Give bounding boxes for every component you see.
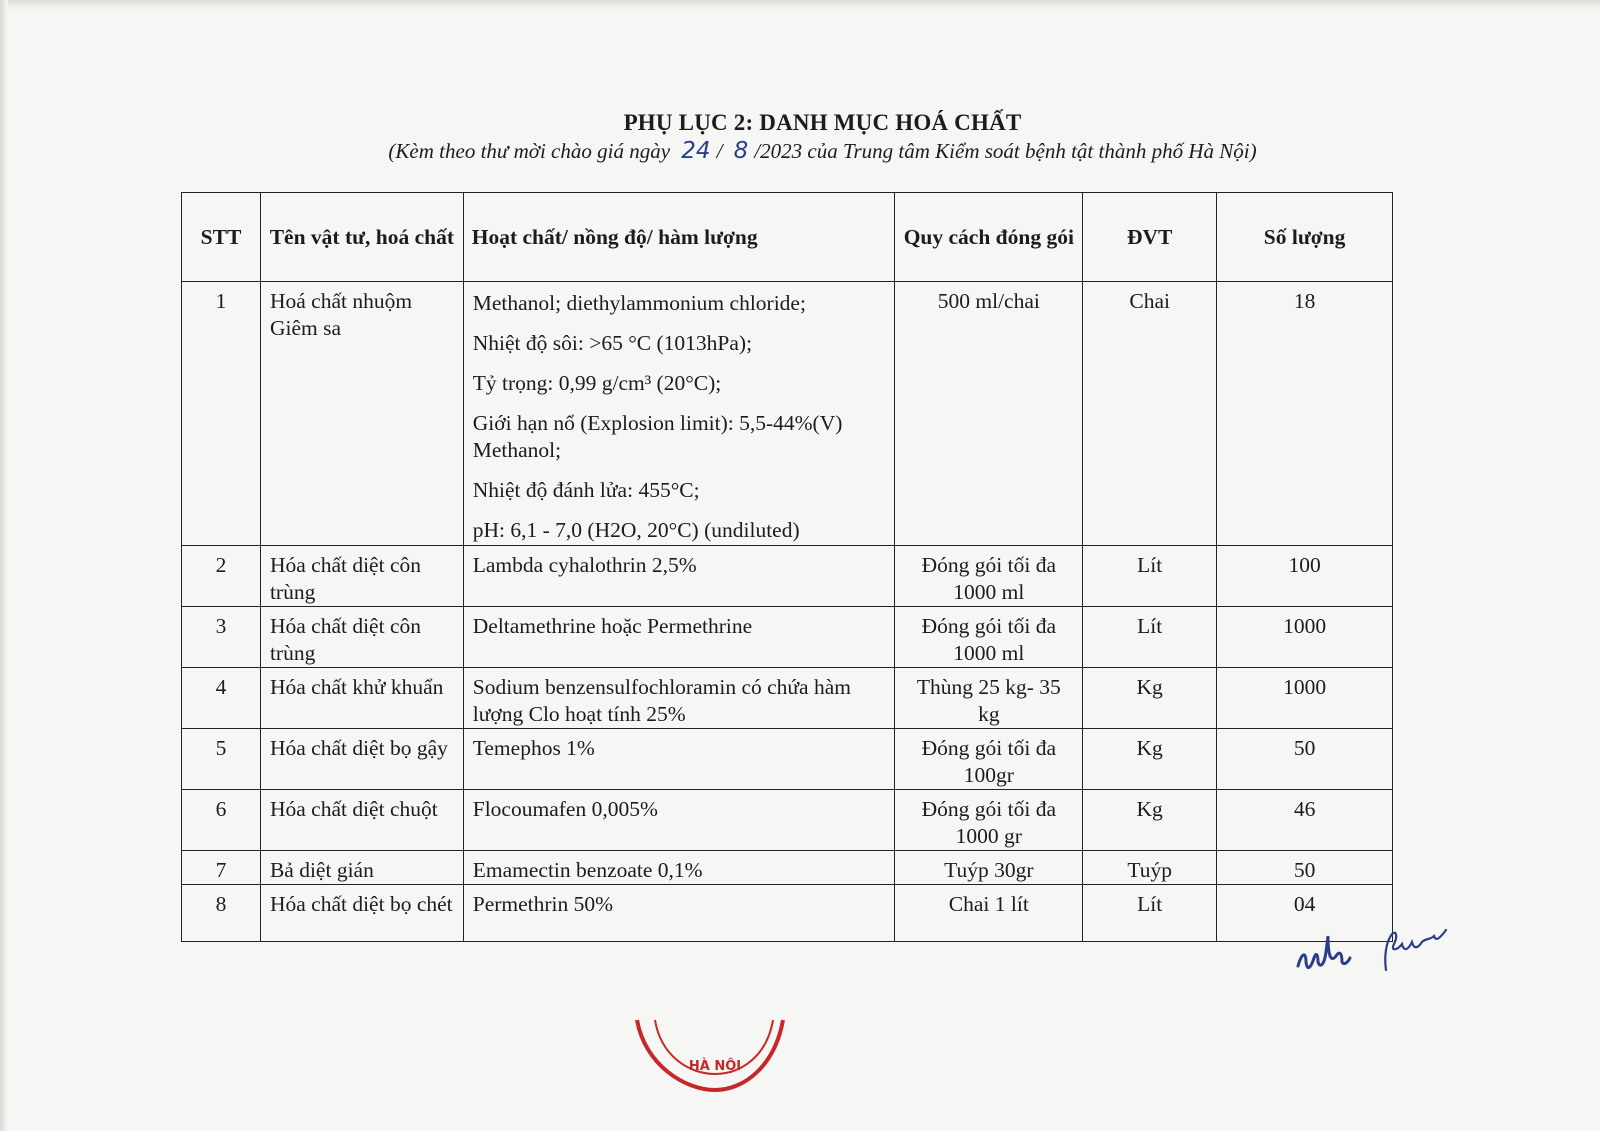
cell-name: Hóa chất diệt bọ gậy	[260, 729, 463, 790]
cell-unit: Chai	[1083, 282, 1217, 546]
header-quantity: Số lượng	[1217, 193, 1393, 282]
header-packaging: Quy cách đóng gói	[895, 193, 1083, 282]
cell-ingredient: Permethrin 50%	[463, 885, 895, 942]
chemicals-table	[181, 192, 1393, 942]
cell-ingredient	[463, 282, 895, 546]
document-subtitle: (Kèm theo thư mời chào giá ngày 24 / 8 /2023 của Trung tâm Kiểm soát bệnh tật thành phố Hà Nội)	[388, 138, 1257, 164]
cell-quantity: 100	[1217, 546, 1393, 607]
cell-stt: 3	[182, 607, 261, 668]
scan-edge-left	[0, 0, 8, 1131]
ingredient-line: Giới hạn nổ (Explosion limit): 5,5-44%(V) Methanol;	[472, 411, 843, 462]
subtitle-prefix: (Kèm theo thư mời chào giá ngày	[388, 139, 671, 163]
ingredient-line: Nhiệt độ đánh lửa: 455°C;	[472, 478, 700, 502]
cell-name: Bả diệt gián	[260, 851, 463, 885]
cell-name: Hóa chất diệt côn trùng	[260, 546, 463, 607]
cell-unit: Lít	[1083, 607, 1217, 668]
cell-quantity: 46	[1217, 790, 1393, 851]
ingredient-line: Tỷ trọng: 0,99 g/cm³ (20°C);	[472, 371, 722, 395]
cell-unit: Tuýp	[1083, 851, 1217, 885]
cell-quantity: 04	[1217, 885, 1393, 942]
cell-unit: Kg	[1083, 790, 1217, 851]
cell-ingredient: Deltamethrine hoặc Permethrine	[463, 607, 895, 668]
cell-quantity: 50	[1217, 729, 1393, 790]
table-header-row	[182, 193, 1393, 282]
cell-quantity: 18	[1217, 282, 1393, 546]
cell-stt: 7	[182, 851, 261, 885]
document-title: PHỤ LỤC 2: DANH MỤC HOÁ CHẤT	[623, 110, 1022, 135]
header-unit: ĐVT	[1083, 193, 1217, 282]
cell-quantity: 1000	[1217, 607, 1393, 668]
cell-name: Hóa chất diệt côn trùng	[260, 607, 463, 668]
ingredient-line: pH: 6,1 - 7,0 (H2O, 20°C) (undiluted)	[472, 518, 800, 542]
subtitle-suffix: /2023 của Trung tâm Kiểm soát bệnh tật thành phố Hà Nội)	[754, 139, 1257, 163]
cell-unit: Kg	[1083, 729, 1217, 790]
cell-quantity: 50	[1217, 851, 1393, 885]
cell-name: Hóa chất diệt bọ chét	[260, 885, 463, 942]
table-row	[182, 546, 1393, 607]
cell-packaging: Đóng gói tối đa 1000 ml	[895, 607, 1083, 668]
cell-name: Hóa chất diệt chuột	[260, 790, 463, 851]
header-name: Tên vật tư, hoá chất	[260, 193, 463, 282]
cell-stt: 5	[182, 729, 261, 790]
cell-packaging: Đóng gói tối đa 1000 gr	[895, 790, 1083, 851]
cell-stt: 6	[182, 790, 261, 851]
cell-packaging: Đóng gói tối đa 1000 ml	[895, 546, 1083, 607]
scan-edge-top	[0, 0, 1600, 10]
handwritten-initials	[1290, 922, 1460, 992]
cell-unit: Lít	[1083, 885, 1217, 942]
cell-stt: 4	[182, 668, 261, 729]
table-row	[182, 851, 1393, 885]
header-ingredient: Hoạt chất/ nồng độ/ hàm lượng	[463, 193, 895, 282]
cell-stt: 2	[182, 546, 261, 607]
cell-unit: Lít	[1083, 546, 1217, 607]
table-row	[182, 282, 1393, 546]
stamp-text: HÀ NỘI	[688, 1059, 742, 1074]
cell-packaging: Chai 1 lít	[895, 885, 1083, 942]
cell-ingredient: Flocoumafen 0,005%	[463, 790, 895, 851]
cell-stt: 8	[182, 885, 261, 942]
table-row	[182, 790, 1393, 851]
cell-name: Hóa chất khử khuẩn	[260, 668, 463, 729]
cell-packaging: Tuýp 30gr	[895, 851, 1083, 885]
ingredient-line: Nhiệt độ sôi: >65 °C (1013hPa);	[472, 331, 753, 355]
cell-ingredient: Emamectin benzoate 0,1%	[463, 851, 895, 885]
cell-ingredient: Lambda cyhalothrin 2,5%	[463, 546, 895, 607]
table-row	[182, 668, 1393, 729]
cell-stt: 1	[182, 282, 261, 546]
table-row	[182, 607, 1393, 668]
cell-quantity: 1000	[1217, 668, 1393, 729]
red-seal-stamp	[625, 1010, 795, 1100]
cell-unit: Kg	[1083, 668, 1217, 729]
handwritten-month: 8	[733, 138, 749, 164]
cell-ingredient: Sodium benzensulfochloramin có chứa hàm lượng Clo hoạt tính 25%	[463, 668, 895, 729]
cell-packaging: Đóng gói tối đa 100gr	[895, 729, 1083, 790]
table-row	[182, 885, 1393, 942]
table-row	[182, 729, 1393, 790]
cell-packaging: Thùng 25 kg- 35 kg	[895, 668, 1083, 729]
header-stt: STT	[182, 193, 261, 282]
cell-packaging: 500 ml/chai	[895, 282, 1083, 546]
ingredient-line: Methanol; diethylammonium chloride;	[472, 291, 806, 315]
cell-ingredient: Temephos 1%	[463, 729, 895, 790]
handwritten-day: 24	[681, 138, 711, 164]
cell-name: Hoá chất nhuộm Giêm sa	[260, 282, 463, 546]
